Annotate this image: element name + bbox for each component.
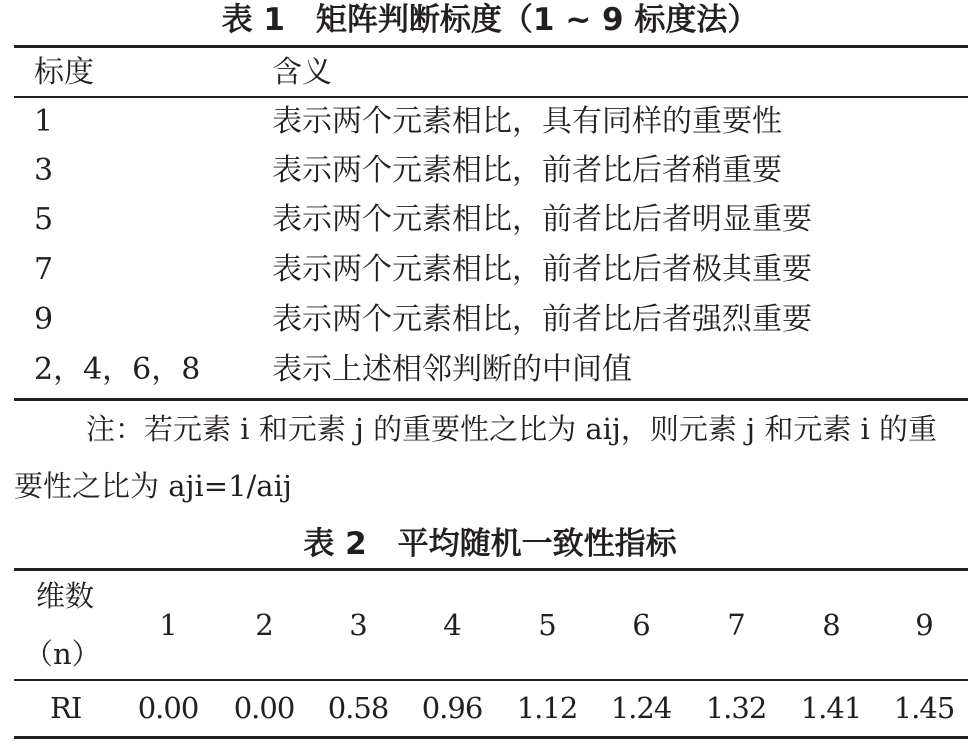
table2-ri-cell: 0.00 <box>137 691 199 725</box>
table1-row-scale: 5 <box>34 202 54 237</box>
table2-dimension-cell: 1 <box>159 608 177 642</box>
table2-dimension-cell: 5 <box>538 608 556 642</box>
table1-row-scale: 1 <box>34 104 54 139</box>
table1-title: 表 1 矩阵判断标度（1 ~ 9 标度法） <box>221 2 759 38</box>
table1-row-scale: 7 <box>34 252 54 287</box>
table2-dimension-cell: 9 <box>915 608 933 642</box>
table2-row-label: RI <box>50 691 82 725</box>
table2-ri-cell: 1.45 <box>893 691 955 725</box>
table2-ri-cell: 0.96 <box>421 691 483 725</box>
table2-ri-cell: 0.00 <box>233 691 295 725</box>
table1-top-rule <box>14 45 968 48</box>
table2-header-label-unit: （n） <box>24 637 101 671</box>
table1-header-rule <box>14 96 968 98</box>
table1-row-meaning: 表示两个元素相比，前者比后者稍重要 <box>272 153 782 188</box>
table1-row-meaning: 表示两个元素相比，具有同样的重要性 <box>272 104 782 139</box>
table1-note-line2: 要性之比为 aji=1/aij <box>14 469 292 503</box>
table2-ri-cell: 1.12 <box>516 691 578 725</box>
table1-row-meaning: 表示两个元素相比，前者比后者明显重要 <box>272 202 812 237</box>
table2-dimension-cell: 7 <box>727 608 745 642</box>
table1-note-line1: 注：若元素 i 和元素 j 的重要性之比为 aij，则元素 j 和元素 i 的重 <box>86 412 938 446</box>
table2-dimension-cell: 3 <box>349 608 367 642</box>
table1-bottom-rule <box>14 398 968 401</box>
table1-row-scale: 3 <box>34 153 54 188</box>
table2-header-rule <box>14 679 968 681</box>
table2-title: 表 2 平均随机一致性指标 <box>303 526 677 562</box>
table2-dimension-cell: 6 <box>632 608 650 642</box>
table1-row-scale: 9 <box>34 302 54 337</box>
table1-row-meaning: 表示两个元素相比，前者比后者强烈重要 <box>272 302 812 337</box>
table1-row-meaning: 表示两个元素相比，前者比后者极其重要 <box>272 252 812 287</box>
table2-dimension-cell: 8 <box>822 608 840 642</box>
table2-ri-cell: 1.32 <box>705 691 767 725</box>
table1-header-meaning: 含义 <box>272 55 332 90</box>
table1-header-scale: 标度 <box>34 55 94 90</box>
table2-dimension-cell: 2 <box>255 608 273 642</box>
table2-header-label: 维数 <box>36 579 95 613</box>
table2-ri-cell: 0.58 <box>327 691 389 725</box>
table1-row-scale: 2，4，6，8 <box>34 352 201 387</box>
table1-row-meaning: 表示上述相邻判断的中间值 <box>272 352 632 387</box>
table2-ri-cell: 1.24 <box>610 691 672 725</box>
table2-top-rule <box>14 568 968 571</box>
table2-bottom-rule <box>14 736 968 739</box>
table2-ri-cell: 1.41 <box>800 691 862 725</box>
table2-dimension-cell: 4 <box>443 608 461 642</box>
